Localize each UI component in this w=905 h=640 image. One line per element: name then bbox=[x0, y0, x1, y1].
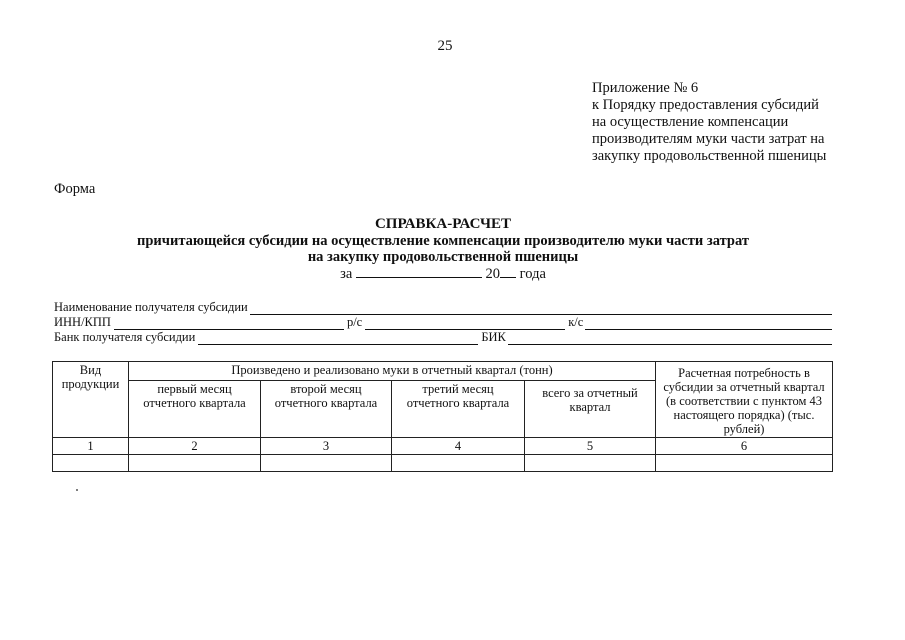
table-row bbox=[53, 455, 833, 472]
recipient-name-row bbox=[54, 300, 834, 315]
table-header-row bbox=[53, 362, 833, 381]
table-cell[interactable] bbox=[392, 455, 525, 472]
period-year: 20 bbox=[485, 266, 501, 282]
recipient-name-label: Наименование получателя субсидии bbox=[54, 300, 248, 314]
table-cell[interactable] bbox=[53, 455, 129, 472]
header-produced-group: Произведено и реализовано муки в отчетный квартал (тонн) bbox=[129, 362, 656, 381]
header-product: Вид продукции bbox=[53, 362, 129, 438]
header-total: всего за отчетный квартал bbox=[525, 381, 656, 438]
col-number: 4 bbox=[392, 438, 525, 455]
ks-label: к/с bbox=[568, 315, 584, 329]
scan-speck bbox=[76, 489, 78, 491]
header-month1: первый месяц отчетного квартала bbox=[129, 381, 261, 438]
report-period bbox=[0, 265, 886, 284]
header-subsidy-need: Расчетная потребность в субсидии за отчетный квартал (в соответствии с пунктом 43 настоящего порядка) (тыс. рублей) bbox=[656, 362, 833, 438]
header-month3: третий месяц отчетного квартала bbox=[392, 381, 525, 438]
title-subtitle-line: на закупку продовольственной пшеницы bbox=[307, 249, 579, 265]
period-suffix: года bbox=[519, 266, 546, 282]
bank-row bbox=[54, 330, 834, 345]
recipient-fields bbox=[54, 300, 834, 345]
col-number: 5 bbox=[525, 438, 656, 455]
form-label: Форма bbox=[54, 181, 96, 197]
col-number: 6 bbox=[656, 438, 833, 455]
table-cell[interactable] bbox=[261, 455, 392, 472]
appendix-line: закупку продовольственной пшеницы bbox=[592, 148, 827, 164]
appendix-line: производителям муки части затрат на bbox=[592, 131, 825, 147]
title-main: СПРАВКА-РАСЧЕТ bbox=[374, 216, 512, 232]
ks-blank[interactable] bbox=[585, 318, 832, 330]
subsidy-table bbox=[52, 361, 833, 472]
page-number: 25 bbox=[437, 38, 453, 54]
header-month2: второй месяц отчетного квартала bbox=[261, 381, 392, 438]
rs-blank[interactable] bbox=[365, 318, 565, 330]
table-cell[interactable] bbox=[656, 455, 833, 472]
requisites-row bbox=[54, 315, 834, 330]
appendix-line: к Порядку предоставления субсидий bbox=[592, 97, 819, 113]
table-cell[interactable] bbox=[129, 455, 261, 472]
table-cell[interactable] bbox=[525, 455, 656, 472]
bank-label: Банк получателя субсидии bbox=[54, 330, 196, 344]
period-prefix: за bbox=[340, 266, 353, 282]
document-title bbox=[0, 216, 886, 284]
bank-blank[interactable] bbox=[198, 333, 478, 345]
title-subtitle-line: причитающейся субсидии на осуществление компенсации производителю муки части затрат bbox=[137, 233, 749, 249]
col-number: 2 bbox=[129, 438, 261, 455]
year-blank[interactable] bbox=[500, 265, 516, 278]
inn-kpp-label: ИНН/КПП bbox=[54, 315, 111, 329]
col-number: 1 bbox=[53, 438, 129, 455]
appendix-line: Приложение № 6 bbox=[592, 80, 699, 96]
rs-label: р/с bbox=[346, 315, 363, 329]
table-number-row bbox=[53, 438, 833, 455]
recipient-name-blank[interactable] bbox=[250, 303, 832, 315]
col-number: 3 bbox=[261, 438, 392, 455]
appendix-note bbox=[592, 80, 892, 165]
bik-blank[interactable] bbox=[508, 333, 832, 345]
appendix-line: на осуществление компенсации bbox=[592, 114, 789, 130]
bik-label: БИК bbox=[481, 330, 506, 344]
period-blank[interactable] bbox=[356, 265, 482, 278]
